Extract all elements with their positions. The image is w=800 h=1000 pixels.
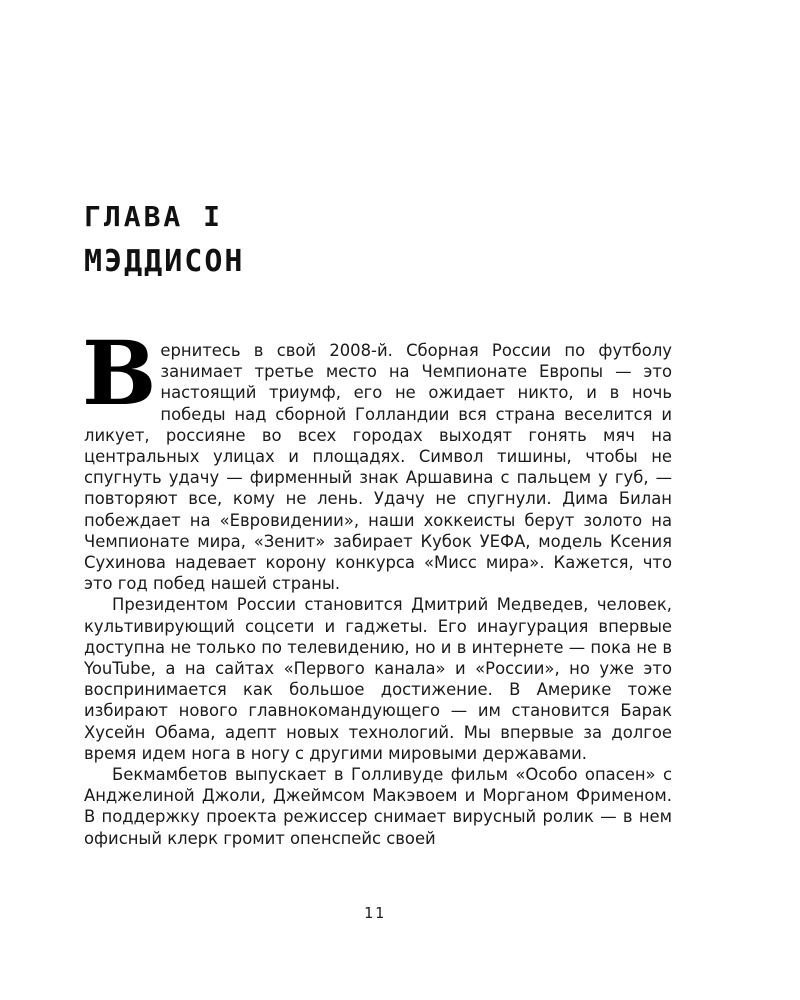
drop-cap: В <box>82 321 157 425</box>
chapter-title: МЭДДИСОН <box>84 244 245 279</box>
page-number: 11 <box>363 904 387 922</box>
chapter-label: ГЛАВА I <box>84 200 224 233</box>
paragraph-1-text: ернитесь в свой 2008-й. Сборная России по футболу занимает третье место на Чемпионате Европы — это настоящий триумф, его не ожидает никто, и в ночь победы над сборной Голландии вся страна веселится и ликует, россияне во всех городах выходят гонять мяч на центральных улицах и площадях. Символ тишины, чтобы не спугнуть удачу — фирменный знак Аршавина с пальцем у губ, — повторяют все, кому не лень. Удачу не спугнули. Дима Билан побеждает на «Евровидении», наши хоккеисты берут золото на Чемпионате мира, «Зенит» забирает Кубок УЕФА, модель Ксения Сухинова надевает корону конкурса «Мисс мира». Кажется, что это год побед нашей страны. <box>84 341 672 594</box>
paragraph-2: Президентом России становится Дмитрий Медведев, человек, культивирующий соцсети и гаджеты. Его инаугурация впервые доступна не только по телевидению, но и в интернете — пока не в YouTube, а на сайтах «Первого канала» и «России», но уже это воспринимается как большое достижение. В Америке тоже избирают нового главнокомандующего — им становится Барак Хусейн Обама, адепт новых технологий. Мы впервые за долгое время идем нога в ногу с другими мировыми державами. <box>84 595 672 763</box>
paragraph-3: Бекмамбетов выпускает в Голливуде фильм «Особо опасен» с Анджелиной Джоли, Джеймсом Макэвоем и Морганом Фрименом. В поддержку проекта режиссер снимает вирусный ролик — в нем офисный клерк громит опенспейс своей <box>84 765 672 848</box>
chapter-body <box>82 321 672 849</box>
paragraph-1 <box>82 321 672 594</box>
